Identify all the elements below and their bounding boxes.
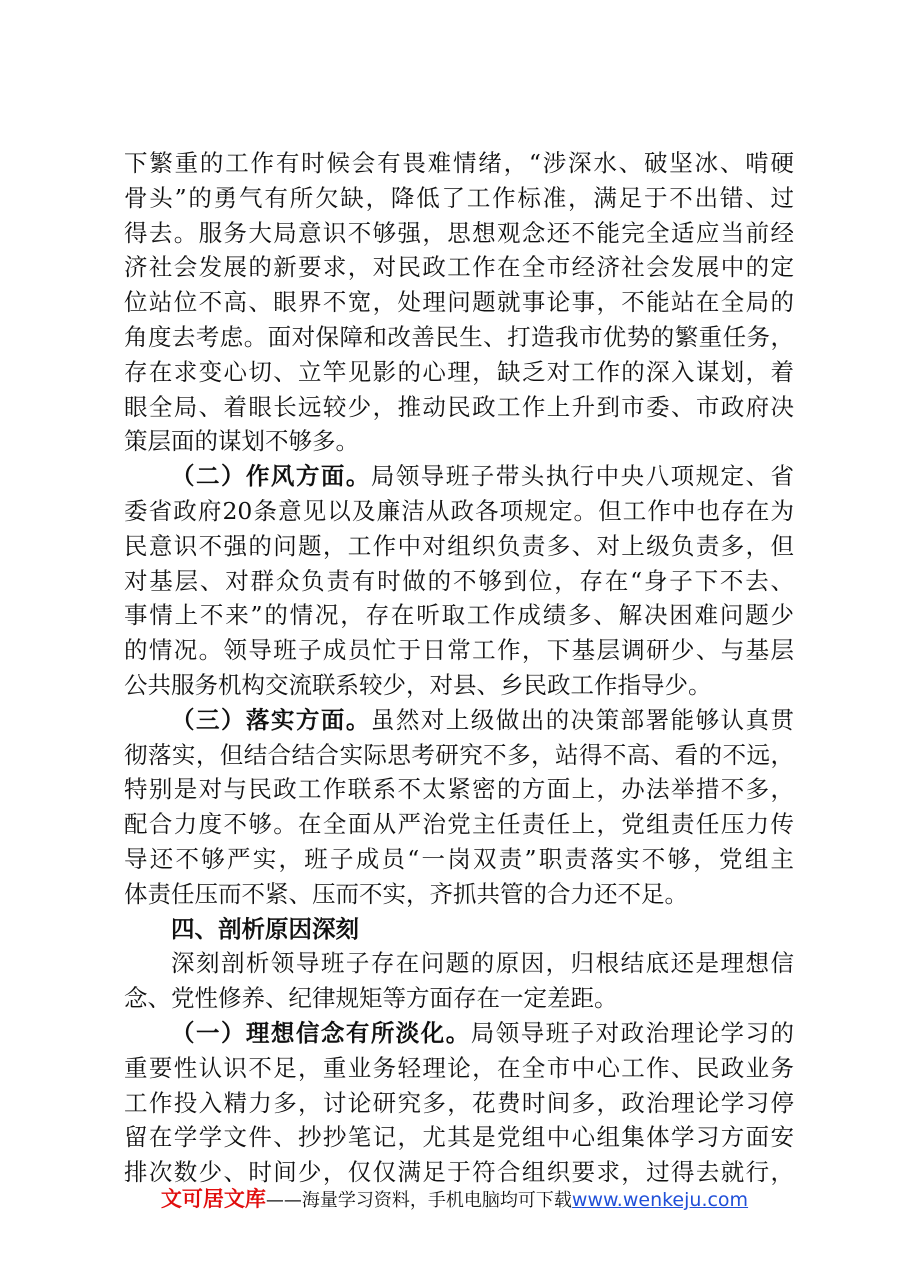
text-line: 位站位不高、眼界不宽，处理问题就事论事，不能站在全局的 <box>124 288 794 317</box>
text-line: 济社会发展的新要求，对民政工作在全市经济社会发展中的定 <box>124 253 794 282</box>
text-line: 特别是对与民政工作联系不太紧密的方面上，办法举措不多， <box>124 775 794 804</box>
text-line: 公共服务机构交流联系较少，对县、乡民政工作指导少。 <box>124 670 712 699</box>
text-line: 得去。服务大局意识不够强，思想观念还不能完全适应当前经 <box>124 218 794 247</box>
section-heading: （三）落实方面。 <box>171 705 371 734</box>
text-line: 策层面的谋划不够多。 <box>124 427 359 456</box>
text-line: 角度去考虑。面对保障和改善民生、打造我市优势的繁重任务， <box>124 322 794 351</box>
text-line: 存在求变心切、立竿见影的心理，缺乏对工作的深入谋划，着 <box>124 357 794 386</box>
text-line: 导还不够严实，班子成员“一岗双责”职责落实不够，党组主 <box>124 844 794 873</box>
text-line: 民意识不强的问题，工作中对组织负责多、对上级负责多，但 <box>124 531 794 560</box>
text-line: 眼全局、着眼长远较少，推动民政工作上升到市委、市政府决 <box>124 392 794 421</box>
text-line: 念、党性修养、纪律规矩等方面存在一定差距。 <box>124 984 618 1013</box>
section-heading: （一）理想信念有所淡化。 <box>171 1018 471 1047</box>
text-line: 的情况。领导班子成员忙于日常工作，下基层调研少、与基层 <box>124 636 794 665</box>
section-heading-line <box>124 703 794 738</box>
text-line: 事情上不来”的情况，存在听取工作成绩多、解决困难问题少 <box>124 601 794 630</box>
footer-slogan: ——海量学习资料，手机电脑均可下载 <box>265 1190 572 1211</box>
text-line: 彻落实，但结合结合实际思考研究不多，站得不高、看的不远， <box>124 740 794 769</box>
section-heading: （二）作风方面。 <box>171 462 371 491</box>
text-line: 下繁重的工作有时候会有畏难情绪，“涉深水、破坚冰、啃硬 <box>124 149 794 177</box>
text-line: 留在学学文件、抄抄笔记，尤其是党组中心组集体学习方面安 <box>124 1123 794 1152</box>
text-line: 对基层、对群众负责有时做的不够到位，存在“身子下不去、 <box>124 566 794 595</box>
section-heading-line <box>124 459 794 494</box>
text-line: 骨头”的勇气有所欠缺，降低了工作标准，满足于不出错、过 <box>124 183 794 212</box>
text-line: 委省政府20条意见以及廉洁从政各项规定。但工作中也存在为 <box>124 496 794 525</box>
text-line: 配合力度不够。在全面从严治党主任责任上，党组责任压力传 <box>124 810 794 839</box>
section-text: 虽然对上级做出的决策部署能够认真贯 <box>370 705 795 734</box>
section-heading-line <box>124 1016 794 1051</box>
section-text: 局领导班子带头执行中央八项规定、省 <box>370 462 795 491</box>
document-body <box>124 146 794 1190</box>
footer-banner <box>0 1183 909 1213</box>
text-line: 体责任压而不紧、压而不实，齐抓共管的合力还不足。 <box>124 879 688 908</box>
text-line: 重要性认识不足，重业务轻理论，在全市中心工作、民政业务 <box>124 1053 794 1082</box>
text-line: 工作投入精力多，讨论研究多，花费时间多，政治理论学习停 <box>124 1088 794 1117</box>
chapter-heading: 四、剖析原因深刻 <box>171 914 359 943</box>
website-link[interactable]: www.wenkeju.com <box>571 1189 749 1211</box>
text-line: 排次数少、时间少，仅仅满足于符合组织要求，过得去就行， <box>124 1158 794 1187</box>
text-line: 深刻剖析领导班子存在问题的原因，归根结底还是理想信 <box>171 949 794 978</box>
section-text: 局领导班子对政治理论学习的 <box>470 1018 794 1047</box>
brand-name: 文可居文库 <box>160 1187 266 1211</box>
